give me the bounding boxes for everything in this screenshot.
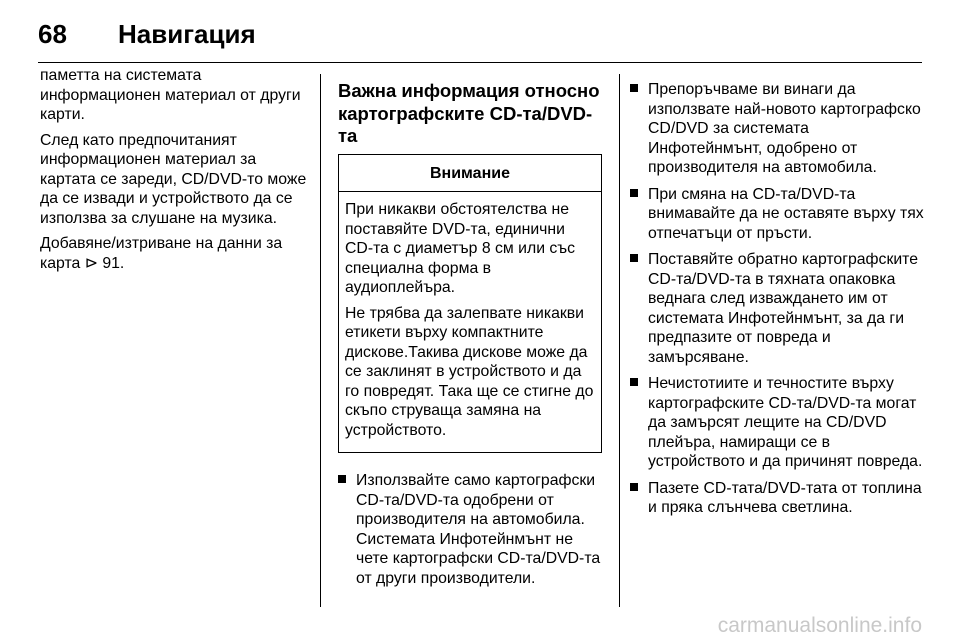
watermark: carmanualsonline.info: [717, 614, 922, 637]
caution-box: [338, 154, 602, 454]
list-item: [630, 185, 925, 244]
list-item-text: Пазете CD-тата/DVD-тата от топлина и пряка слънчева светлина.: [648, 479, 922, 516]
list-item: [630, 374, 925, 472]
page-title: Навигация: [118, 18, 256, 49]
xref-page: 91.: [102, 254, 125, 272]
xref-arrow-icon: ⊳: [84, 254, 98, 272]
caution-body: [339, 192, 601, 452]
header-rule: [38, 62, 922, 63]
square-bullet-icon: [630, 378, 638, 386]
list-item-text: Препоръчваме ви винаги да използвате най-новото картографско CD/DVD за системата Инфотейнмънт, одобрено от производителя на автомобила.: [648, 81, 921, 176]
page-number: 68: [38, 18, 67, 49]
page-header: [38, 14, 256, 54]
column-middle: [338, 66, 603, 595]
bullet-list: [338, 471, 603, 588]
list-item: [630, 479, 925, 518]
square-bullet-icon: [338, 475, 346, 483]
list-item-text: Поставяйте обратно картографските CD-та/DVD-та в тяхната опаковка веднага след изваждането им от системата Инфотейнмънт, за да ги предпазите от повреда и замърсяване.: [648, 251, 919, 366]
paragraph: паметта на системата информационен материал от други карти.: [40, 67, 301, 123]
column-left: [40, 66, 310, 279]
caution-paragraph: При никакви обстоятелства не поставяйте DVD-та, единични CD-та с диаметър 8 см или със специална форма в аудиоплейъра.: [345, 201, 576, 296]
list-item: [630, 250, 925, 367]
list-item-text: Използвайте само картографски CD-та/DVD-та одобрени от производителя на автомобила. Системата Инфотейнмънт не чете картографски CD-та/DVD-та от други производители.: [356, 472, 601, 587]
xref-text: Добавяне/изтриване на данни за карта: [40, 235, 283, 272]
bullet-list: [630, 80, 925, 518]
list-item-text: При смяна на CD-та/DVD-та внимавайте да не оставяте върху тях отпечатъци от пръсти.: [648, 185, 924, 242]
caution-title: Внимание: [339, 155, 601, 193]
square-bullet-icon: [630, 84, 638, 92]
column-right: [630, 66, 925, 525]
square-bullet-icon: [630, 254, 638, 262]
column-divider-1: [320, 74, 321, 607]
caution-paragraph: Не трябва да залепвате никакви етикети върху компактните дискове.Такива дискове може да се заклинят в устройството и да го повредят. Така ще се стигне до скъпо струваща замяна на устройството.: [345, 304, 594, 439]
square-bullet-icon: [630, 483, 638, 491]
paragraph: След като предпочитаният информационен материал за картата се зареди, CD/DVD-то може да се извади и устройството да се използва за слушане на музика.: [40, 131, 307, 227]
list-item-text: Нечистотиите и течностите върху картографските CD-та/DVD-та могат да замърсят лещите на CD/DVD плейъра, намиращи се в устройството и да причинят повреда.: [648, 375, 923, 470]
cross-reference[interactable]: [40, 234, 310, 273]
list-item: [338, 471, 603, 588]
list-item: [630, 80, 925, 178]
column-divider-2: [619, 74, 620, 607]
square-bullet-icon: [630, 189, 638, 197]
section-heading: Важна информация относно картографските CD-та/DVD-та: [338, 80, 600, 146]
